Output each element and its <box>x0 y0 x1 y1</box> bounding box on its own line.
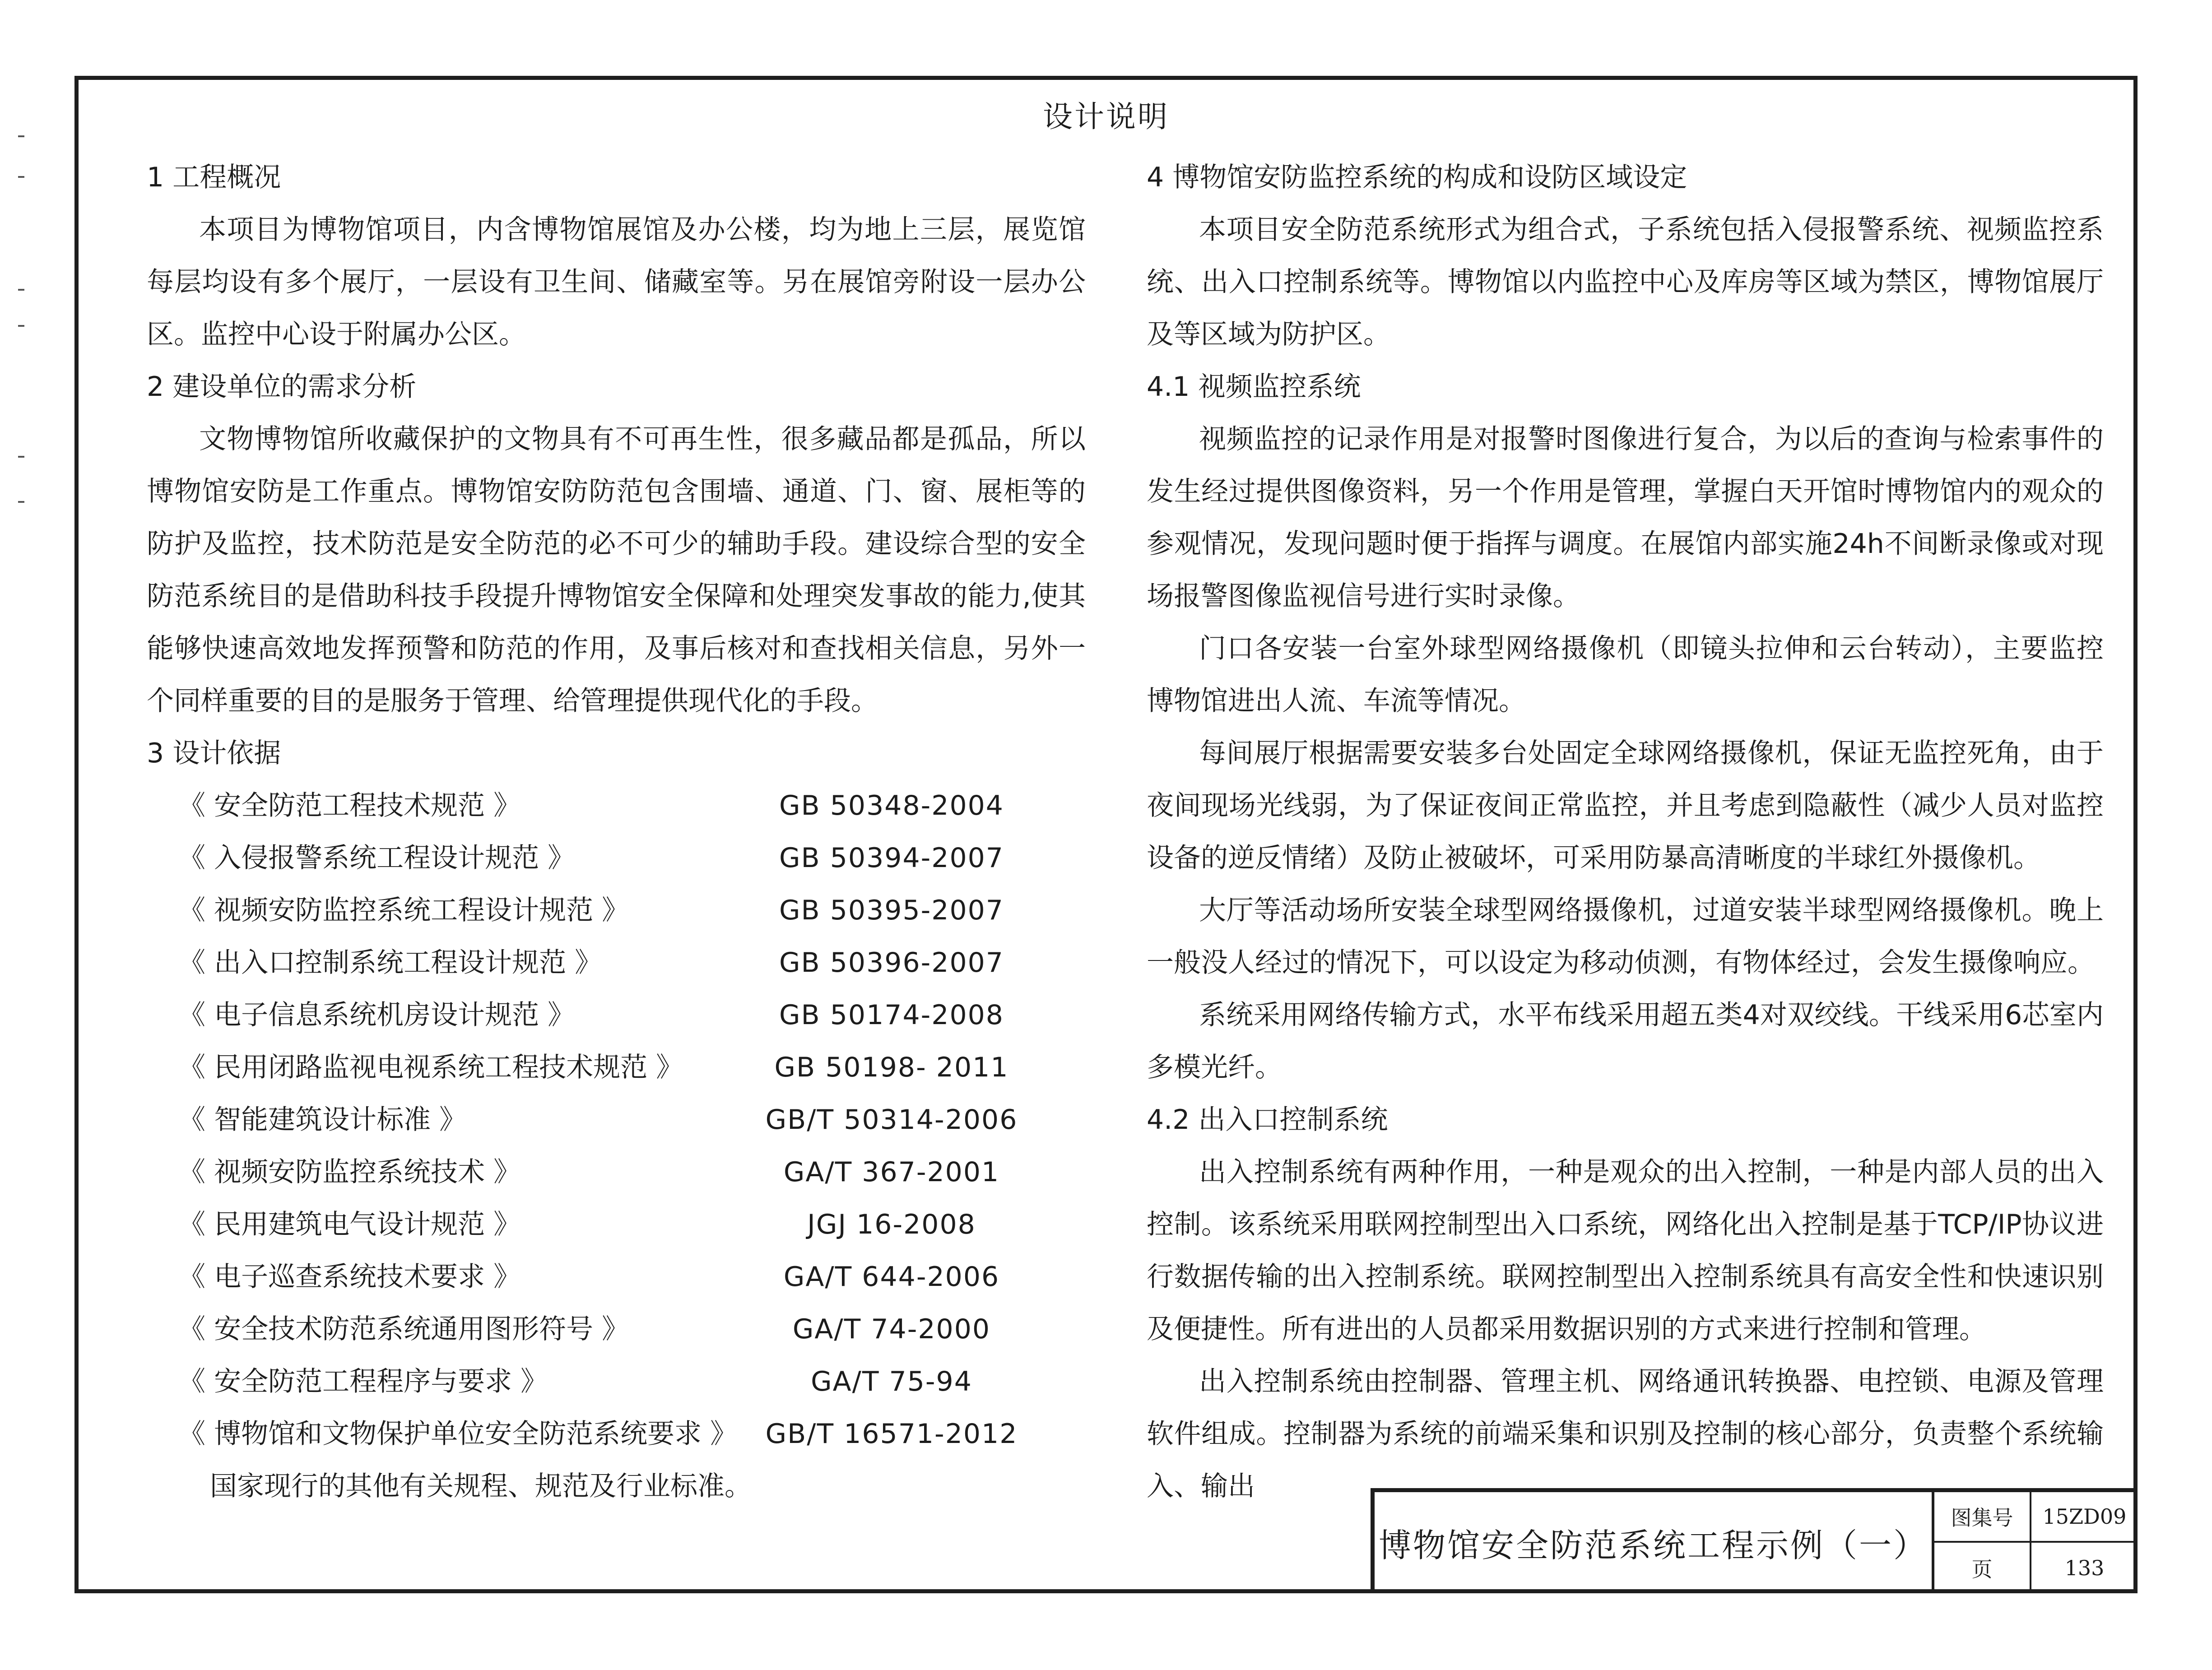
title-block <box>1371 1488 2138 1593</box>
reference-title: 《 安全防范工程程序与要求 》 <box>178 1366 548 1397</box>
page-number: 133 <box>2064 1556 2105 1580</box>
reference-code: GA/T 367-2001 <box>783 1156 1000 1188</box>
section-2-heading: 2 建设单位的需求分析 <box>147 371 417 403</box>
section-1-heading: 1 工程概况 <box>147 162 281 193</box>
reference-item <box>147 1041 1086 1094</box>
section-1-paragraph: 本项目为博物馆项目，内含博物馆展馆及办公楼，均为地上三层，展览馆每层均设有多个展厅，一层设有卫生间、储藏室等。另在展馆旁附设一层办公区。监控中心设于附属办公区。 <box>147 214 1086 350</box>
reference-item <box>147 1303 1086 1355</box>
section-4-1-paragraph: 系统采用网络传输方式，水平布线采用超五类4对双绞线。干线采用6芯室内多模光纤。 <box>1147 999 2104 1083</box>
section-3-heading: 3 设计依据 <box>147 738 281 769</box>
reference-code: GB 50396-2007 <box>779 947 1004 979</box>
reference-code: GB 50394-2007 <box>779 842 1004 874</box>
reference-title: 《 安全防范工程技术规范 》 <box>178 790 521 821</box>
other-standards-note: 国家现行的其他有关规程、规范及行业标准。 <box>210 1471 752 1502</box>
reference-code: GB 50174-2008 <box>779 999 1004 1031</box>
section-4-2-paragraph: 出入控制系统由控制器、管理主机、网络通讯转换器、电控锁、电源及管理软件组成。控制器为系统的前端采集和识别及控制的核心部分，负责整个系统输入、输出 <box>1147 1366 2104 1502</box>
reference-code: GB/T 16571-2012 <box>765 1418 1018 1450</box>
reference-title: 《 视频安防监控系统技术 》 <box>178 1156 521 1188</box>
reference-title: 《 入侵报警系统工程设计规范 》 <box>178 842 575 874</box>
reference-title: 《 视频安防监控系统工程设计规范 》 <box>178 895 629 926</box>
section-4-1-heading: 4.1 视频监控系统 <box>1147 371 1361 403</box>
reference-item <box>147 1198 1086 1251</box>
reference-title: 《 出入口控制系统工程设计规范 》 <box>178 947 602 979</box>
reference-title: 《 电子信息系统机房设计规范 》 <box>178 999 575 1031</box>
reference-code: GA/T 75-94 <box>811 1366 972 1397</box>
reference-code: GA/T 644-2006 <box>783 1261 1000 1293</box>
reference-code: JGJ 16-2008 <box>807 1209 976 1240</box>
reference-code: GB/T 50314-2006 <box>765 1104 1018 1136</box>
section-4-2-heading: 4.2 出入口控制系统 <box>1147 1104 1388 1136</box>
reference-item <box>147 832 1086 884</box>
section-4-1-paragraph: 门口各安装一台室外球型网络摄像机（即镜头拉伸和云台转动），主要监控博物馆进出人流、车流等情况。 <box>1147 633 2104 717</box>
reference-title: 《 安全技术防范系统通用图形符号 》 <box>178 1313 629 1345</box>
reference-item <box>147 989 1086 1041</box>
reference-item <box>147 1251 1086 1303</box>
atlas-number-label: 图集号 <box>1934 1492 2031 1543</box>
section-2-paragraph: 文物博物馆所收藏保护的文物具有不可再生性，很多藏品都是孤品，所以博物馆安防是工作重点。博物馆安防防范包含围墙、通道、门、窗、展柜等的防护及监控，技术防范是安全防范的必不可少的辅助手段。建设综合型的安全防范系统目的是借助科技手段提升博物馆安全保障和处理突发事故的能力,使其能够快速高效地发挥预警和防范的作用，及事后核对和查找相关信息，另外一个同样重要的目的是服务于管理、给管理提供现代化的手段。 <box>147 423 1086 717</box>
reference-title: 《 电子巡查系统技术要求 》 <box>178 1261 521 1293</box>
section-4-1-paragraph: 视频监控的记录作用是对报警时图像进行复合，为以后的查询与检索事件的发生经过提供图像资料，另一个作用是管理，掌握白天开馆时博物馆内的观众的参观情况，发现问题时便于指挥与调度。在展馆内部实施24h不间断录像或对现场报警图像监视信号进行实时录像。 <box>1147 423 2104 612</box>
reference-item <box>147 1094 1086 1146</box>
atlas-number-value: 15ZD09 <box>2031 1492 2138 1543</box>
reference-item <box>147 884 1086 937</box>
reference-code: GB 50348-2004 <box>779 790 1004 821</box>
section-4-1-paragraph: 大厅等活动场所安装全球型网络摄像机，过道安装半球型网络摄像机。晚上一般没人经过的情况下，可以设定为移动侦测，有物体经过，会发生摄像响应。 <box>1147 895 2104 979</box>
section-4-1-paragraph: 每间展厅根据需要安装多台处固定全球网络摄像机，保证无监控死角，由于夜间现场光线弱，为了保证夜间正常监控，并且考虑到隐蔽性（减少人员对监控设备的逆反情绪）及防止被破坏，可采用防暴高清晰度的半球红外摄像机。 <box>1147 738 2104 874</box>
reference-item <box>147 937 1086 989</box>
title-block-grid <box>1934 1492 2138 1593</box>
reference-title: 《 民用闭路监视电视系统工程技术规范 》 <box>178 1052 683 1083</box>
reference-title: 《 博物馆和文物保护单位安全防范系统要求 》 <box>178 1418 738 1450</box>
reference-code: GB 50395-2007 <box>779 895 1004 926</box>
reference-code: GB 50198- 2011 <box>774 1052 1009 1083</box>
drawing-name: 博物馆安全防范系统工程示例（一） <box>1375 1492 1934 1593</box>
reference-code: GA/T 74-2000 <box>792 1313 991 1345</box>
reference-item <box>147 1408 1086 1460</box>
reference-item <box>147 1355 1086 1408</box>
reference-item <box>147 1146 1086 1198</box>
right-column <box>1147 151 2104 1512</box>
page-label: 页 <box>1934 1543 2031 1593</box>
left-column <box>147 151 1086 1512</box>
document-title: 设计说明 <box>1043 99 1169 134</box>
reference-title: 《 智能建筑设计标准 》 <box>178 1104 467 1136</box>
section-4-heading: 4 博物馆安防监控系统的构成和设防区域设定 <box>1147 162 1687 193</box>
reference-list <box>147 779 1086 1460</box>
section-4-paragraph: 本项目安全防范系统形式为组合式，子系统包括入侵报警系统、视频监控系统、出入口控制系统等。博物馆以内监控中心及库房等区域为禁区，博物馆展厅及等区域为防护区。 <box>1147 214 2104 350</box>
reference-item <box>147 779 1086 832</box>
section-4-2-paragraph: 出入控制系统有两种作用，一种是观众的出入控制，一种是内部人员的出入控制。该系统采用联网控制型出入口系统，网络化出入控制是基于TCP/IP协议进行数据传输的出入控制系统。联网控制型出入控制系统具有高安全性和快速识别及便捷性。所有进出的人员都采用数据识别的方式来进行控制和管理。 <box>1147 1156 2104 1345</box>
reference-title: 《 民用建筑电气设计规范 》 <box>178 1209 521 1240</box>
